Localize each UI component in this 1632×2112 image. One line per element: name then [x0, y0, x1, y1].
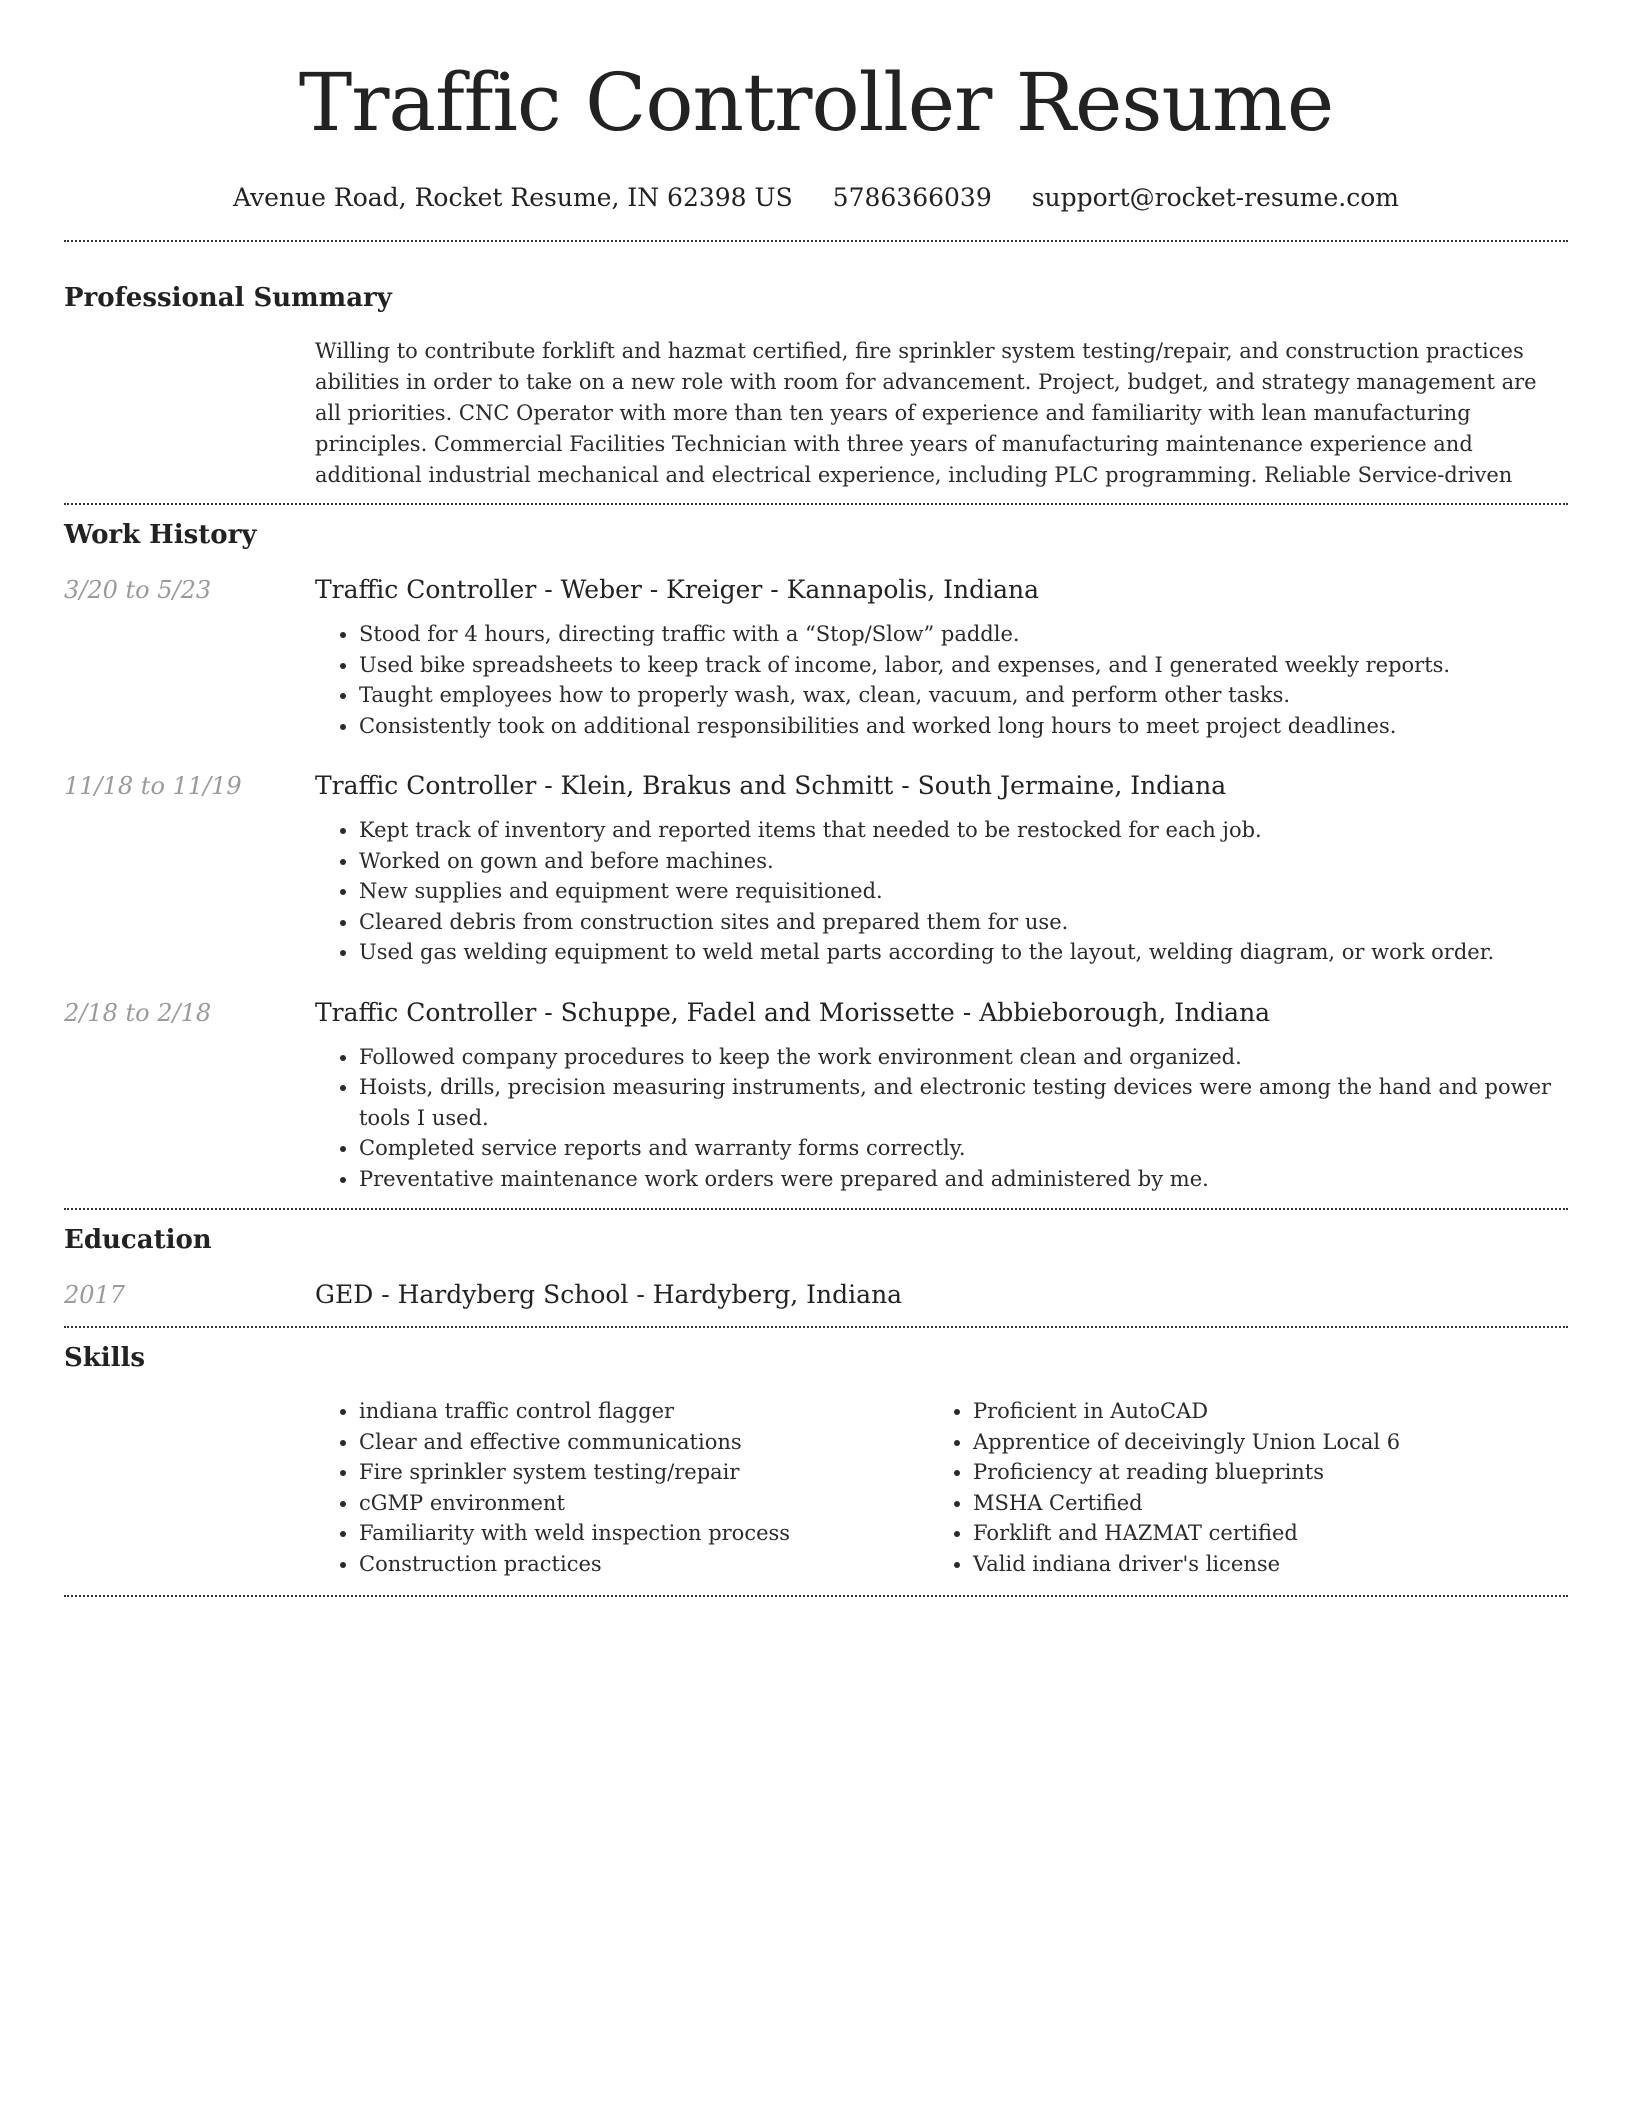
job-dates: 11/18 to 11/19	[64, 772, 242, 800]
resume-title: Traffic Controller Resume	[298, 56, 1334, 149]
list-item: • Consistently took on additional responsibilities and worked long hours to meet project deadlines.	[359, 711, 1568, 742]
job-duties	[315, 619, 1568, 741]
divider	[64, 1326, 1568, 1328]
list-item: • New supplies and equipment were requisitioned.	[359, 876, 1568, 907]
skills-section	[64, 1340, 1568, 1579]
skill-item: • Apprentice of deceivingly Union Local 6	[973, 1427, 1543, 1458]
education-entry: GED - Hardyberg School - Hardyberg, Indiana	[315, 1280, 903, 1309]
contact-address: Avenue Road, Rocket Resume, IN 62398 US	[233, 183, 793, 212]
list-item: • Hoists, drills, precision measuring instruments, and electronic testing devices were among the hand and power tools I used.	[359, 1072, 1568, 1133]
contact-email: support@rocket-resume.com	[1031, 183, 1399, 212]
job-dates: 2/18 to 2/18	[64, 998, 212, 1027]
skill-item: • Clear and effective communications	[359, 1427, 929, 1458]
skill-item: • Valid indiana driver's license	[973, 1549, 1543, 1580]
job-entry	[64, 769, 1568, 968]
job-duties	[315, 815, 1568, 968]
skill-item: • Familiarity with weld inspection process	[359, 1518, 929, 1549]
work-history-section	[64, 517, 1568, 1194]
summary-section	[64, 280, 1568, 491]
list-item: • Stood for 4 hours, directing traffic with a “Stop/Slow” paddle.	[359, 619, 1568, 650]
list-item: • Kept track of inventory and reported items that needed to be restocked for each job.	[359, 815, 1568, 846]
job-duties	[315, 1042, 1568, 1195]
education-section	[64, 1222, 1568, 1312]
skill-item: • Construction practices	[359, 1549, 929, 1580]
skill-item: • Proficient in AutoCAD	[973, 1396, 1543, 1427]
job-title: Traffic Controller - Schuppe, Fadel and Morissette - Abbieborough, Indiana	[315, 997, 1271, 1027]
work-history-heading: Work History	[64, 520, 257, 550]
list-item: • Followed company procedures to keep the work environment clean and organized.	[359, 1042, 1568, 1073]
summary-heading: Professional Summary	[64, 283, 392, 313]
list-item: • Completed service reports and warranty forms correctly.	[359, 1133, 1568, 1164]
job-entry	[64, 573, 1568, 741]
skill-item: • Fire sprinkler system testing/repair	[359, 1457, 929, 1488]
education-heading: Education	[64, 1225, 212, 1255]
list-item: • Preventative maintenance work orders were prepared and administered by me.	[359, 1164, 1568, 1195]
divider	[64, 1208, 1568, 1210]
list-item: • Cleared debris from construction sites and prepared them for use.	[359, 907, 1568, 938]
divider	[64, 503, 1568, 505]
skill-item: • Forklift and HAZMAT certified	[973, 1518, 1543, 1549]
contact-phone: 5786366039	[832, 183, 992, 212]
summary-text: Willing to contribute forklift and hazmat certified, fire sprinkler system testing/repair, and construction practices abilities in order to take on a new role with room for advancement. Project, budget, and strategy management are all priorities. CNC Operator with more than ten years of experience and familiarity with lean manufacturing principles. Commercial Facilities Technician with three years of manufacturing maintenance experience and additional industrial mechanical and electrical experience, including PLC programming. Reliable Service-driven	[315, 339, 1537, 487]
education-year: 2017	[64, 1281, 126, 1309]
job-title: Traffic Controller - Klein, Brakus and Schmitt - South Jermaine, Indiana	[315, 771, 1227, 800]
divider	[64, 1595, 1568, 1597]
skill-item: • indiana traffic control flagger	[359, 1396, 929, 1427]
list-item: • Worked on gown and before machines.	[359, 846, 1568, 877]
skills-heading: Skills	[64, 1343, 146, 1373]
skill-item: • MSHA Certified	[973, 1488, 1543, 1519]
job-dates: 3/20 to 5/23	[64, 576, 212, 604]
contact-line	[64, 178, 1568, 218]
list-item: • Used bike spreadsheets to keep track of income, labor, and expenses, and I generated weekly reports.	[359, 650, 1568, 681]
skill-item: • cGMP environment	[359, 1488, 929, 1519]
job-entry	[64, 996, 1568, 1195]
list-item: • Used gas welding equipment to weld metal parts according to the layout, welding diagram, or work order.	[359, 937, 1568, 968]
resume-page	[64, 0, 1568, 1597]
list-item: • Taught employees how to properly wash, wax, clean, vacuum, and perform other tasks.	[359, 680, 1568, 711]
skills-list-left	[315, 1396, 929, 1579]
skills-list-right	[929, 1396, 1543, 1579]
skill-item: • Proficiency at reading blueprints	[973, 1457, 1543, 1488]
divider	[64, 240, 1568, 242]
job-title: Traffic Controller - Weber - Kreiger - Kannapolis, Indiana	[315, 575, 1040, 604]
